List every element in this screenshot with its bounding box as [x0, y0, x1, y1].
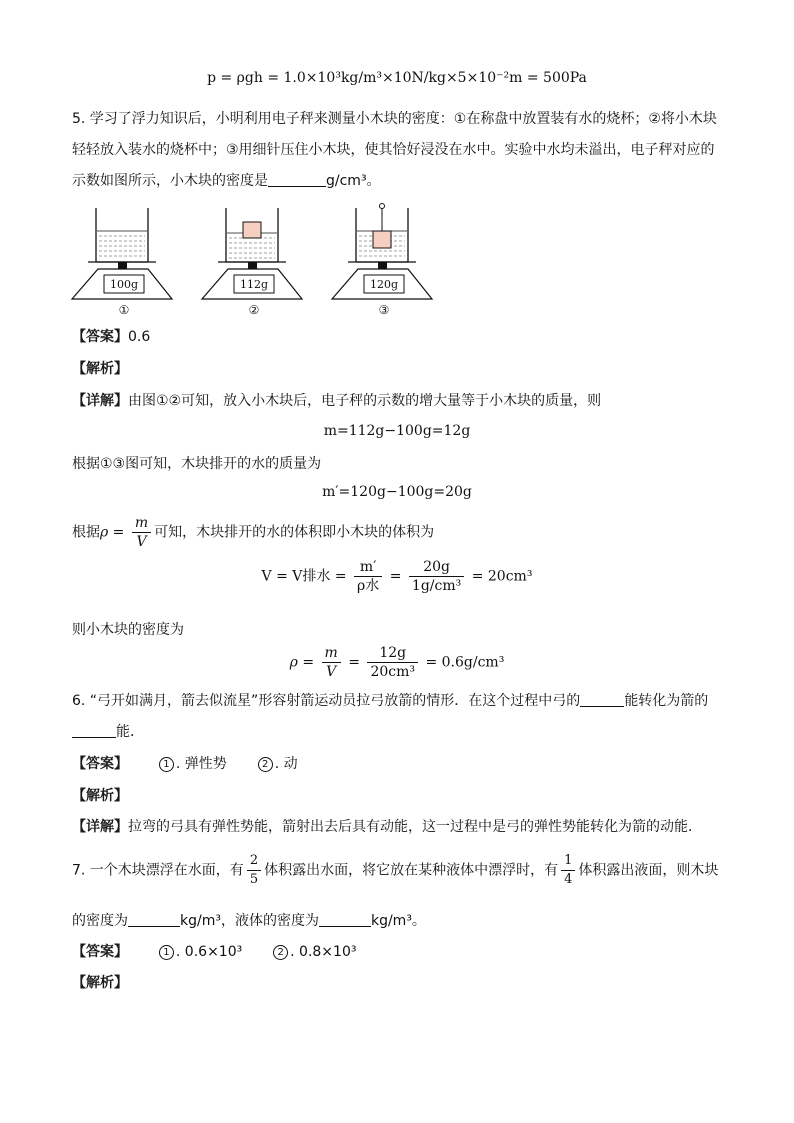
- q6-detail-text: 拉弯的弓具有弹性势能，箭射出去后具有动能，这一过程中是弓的弹性势能转化为箭的动能．: [128, 819, 702, 835]
- q7-line1-c: 体积露出液面，则木块: [578, 862, 719, 879]
- q7-analysis-tag: [72, 973, 128, 993]
- q5-eq3-frac2-num: 20g: [409, 558, 464, 577]
- scale-label-3: ③: [378, 303, 390, 317]
- wood-block-3: [373, 231, 391, 248]
- q7-blank-2[interactable]: [319, 911, 371, 927]
- q6-blank-2[interactable]: [72, 722, 116, 738]
- answer-tag: 【答案】: [72, 944, 128, 960]
- q5-eq4-frac2-num: 12g: [367, 644, 418, 663]
- q7-line1-a: 7. 一个木块漂浮在水面，有: [72, 862, 244, 879]
- scale-figure-2: [202, 208, 302, 317]
- q6-line1-pre: 6. “弓开如满月，箭去似流星”形容射箭运动员拉弓放箭的情形．在这个过程中弓的: [72, 693, 581, 709]
- q7-line1-b: 体积露出水面，将它放在某种液体中漂浮时，有: [264, 862, 559, 879]
- q7-ans2: . 0.8×10³: [290, 944, 357, 960]
- q5-eq2: m′=120g−100g=20g: [322, 484, 472, 500]
- detail-tag: 【详解】: [72, 393, 128, 409]
- scale-reading-2: 112g: [239, 278, 269, 291]
- analysis-tag: 【解析】: [72, 788, 128, 804]
- q5-detail4: 则小木块的密度为: [72, 622, 184, 638]
- q5-detail3-post: 可知，木块排开的水的体积即小木块的体积为: [154, 524, 435, 541]
- q7-line2-a: 的密度为: [72, 913, 128, 929]
- q7-line1: [72, 852, 718, 889]
- q5-line3-post: g/cm³。: [326, 173, 381, 189]
- q5-detail3-pre: 根据: [72, 524, 100, 541]
- q6-ans1-number: 1: [159, 757, 174, 772]
- answer-tag: 【答案】: [72, 756, 128, 772]
- q7-line2: [72, 911, 426, 931]
- q5-detail1: [72, 391, 601, 411]
- q6-line1: [72, 691, 708, 711]
- q6-detail: [72, 817, 702, 837]
- q7-answer: [72, 942, 356, 962]
- q6-line2: [72, 722, 144, 742]
- q5-eq3-lhs: V = V排水 =: [261, 568, 347, 585]
- q5-eq3-frac1-den: ρ水: [357, 578, 380, 594]
- q5-line2: 轻轻放入装水的烧杯中；③用细针压住小木块，使其恰好浸没在水中。实验中水均未溢出，电子秤对应的: [72, 142, 715, 158]
- q5-eq4-rhs: = 0.6g/cm³: [425, 654, 505, 671]
- q6-analysis-tag: [72, 786, 128, 806]
- q7-frac1-num: 2: [247, 852, 261, 871]
- scale-reading-1: 100g: [109, 278, 139, 291]
- q6-ans1: . 弹性势: [175, 756, 227, 772]
- q7-line2-c: kg/m³。: [370, 913, 426, 929]
- analysis-tag: 【解析】: [72, 361, 128, 377]
- q6-answer: [72, 754, 298, 774]
- scale-reading-3: 120g: [369, 278, 399, 291]
- q5-eq3: V = V排水 = $\frac{m'}{\text{ρ水}}$ = $\frac{20g}{\text{1g/cm³}}$ = 20cm³: [261, 559, 533, 594]
- q6-ans2: . 动: [274, 756, 298, 772]
- q5-eq1: m=112g−100g=12g: [323, 423, 471, 439]
- detail-tag: 【详解】: [72, 819, 128, 835]
- q7-blank-1[interactable]: [128, 911, 180, 927]
- q5-eq4: ρ = $\frac{m}{V}$ = $\frac{12g}{\text{20cm³}}$ = 0.6g/cm³: [289, 645, 505, 680]
- q5-line3: [72, 171, 381, 191]
- q6-blank-1[interactable]: [580, 691, 624, 707]
- q7-ans2-number: 2: [273, 945, 288, 960]
- q7-ans1-number: 1: [159, 945, 174, 960]
- q6-ans2-number: 2: [258, 757, 273, 772]
- q5-answer-blank[interactable]: [268, 171, 326, 187]
- q5-line3-pre: 示数如图所示，小木块的密度是: [72, 173, 268, 189]
- scale-figure-1: [72, 208, 172, 317]
- pressure-formula: p = ρgh = 1.0×10³kg/m³×10N/kg×5×10⁻²m = 500Pa: [207, 70, 587, 86]
- q5-eq4-frac2-den: 20cm³: [370, 664, 416, 680]
- q5-analysis-tag: [72, 359, 128, 379]
- q7-frac1-den: 5: [249, 872, 259, 887]
- q5-line1: 5. 学习了浮力知识后，小明利用电子秤来测量小木块的密度：①在称盘中放置装有水的烧杯；②将小木块: [72, 111, 717, 127]
- wood-block-2: [243, 222, 261, 238]
- q6-line2-post: 能．: [116, 724, 144, 740]
- scale-label-2: ②: [248, 303, 260, 317]
- density-formula: ρ = $\frac{m}{V}$: [100, 514, 154, 551]
- q7-frac2-num: 1: [561, 852, 575, 871]
- q7-frac2-den: 4: [564, 872, 573, 887]
- analysis-tag: 【解析】: [72, 975, 128, 991]
- q6-line1-post: 能转化为箭的: [624, 693, 709, 709]
- q5-eq3-frac2-den: 1g/cm³: [411, 578, 462, 594]
- q5-eq3-rhs: = 20cm³: [471, 568, 533, 585]
- q7-line2-b: kg/m³，液体的密度为: [180, 913, 319, 929]
- answer-tag: 【答案】: [72, 329, 128, 345]
- scale-figures: [70, 202, 470, 320]
- q7-ans1: . 0.6×10³: [175, 944, 243, 960]
- q5-detail2: 根据①③图可知，木块排开的水的质量为: [72, 456, 322, 472]
- q5-answer-value: 0.6: [128, 329, 151, 345]
- q5-answer: [72, 327, 150, 347]
- q5-detail3: [72, 514, 434, 551]
- scale-label-1: ①: [118, 303, 130, 317]
- scale-figure-3: [332, 204, 432, 318]
- q5-eq3-frac1-num: m′: [354, 558, 382, 577]
- q5-detail1-text: 由图①②可知，放入小木块后，电子秤的示数的增大量等于小木块的质量，则: [128, 393, 602, 409]
